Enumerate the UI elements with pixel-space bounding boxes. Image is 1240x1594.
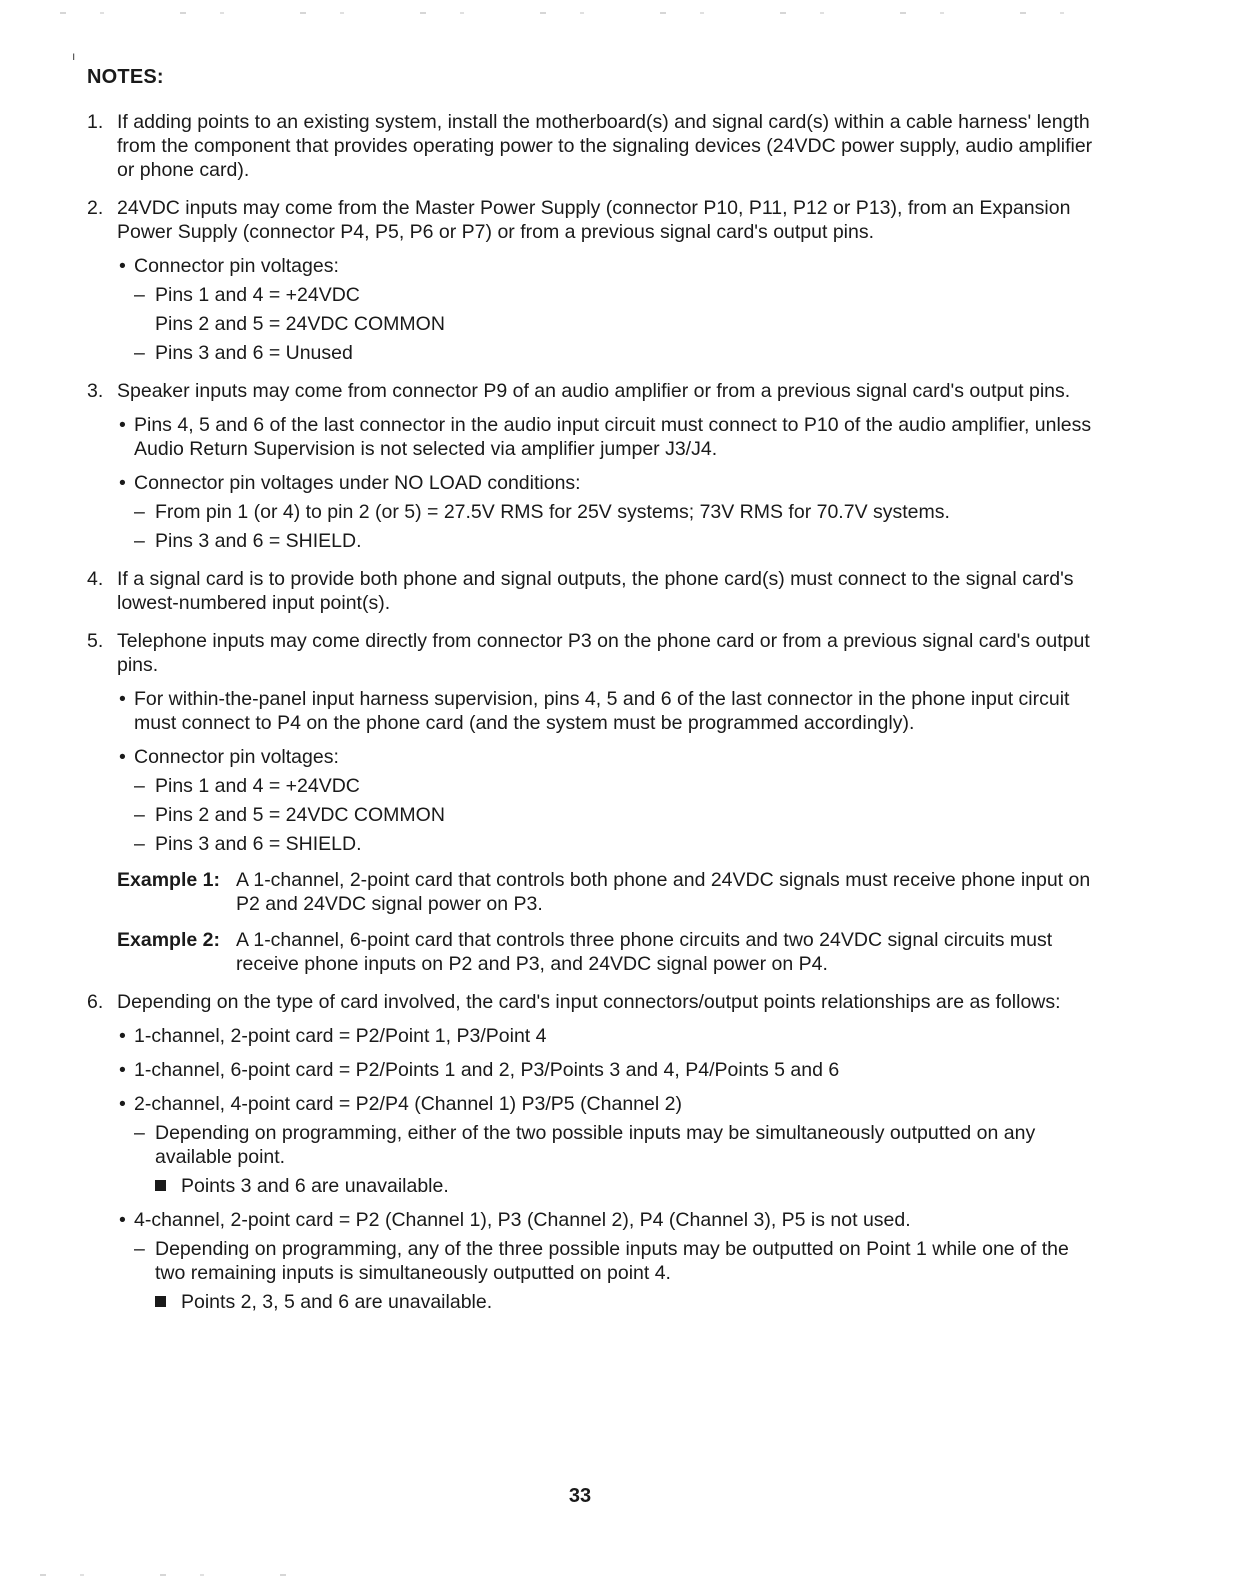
note-text: Telephone inputs may come directly from connector P3 on the phone card or from a previous signal card's output pins. bbox=[117, 630, 1090, 676]
bullet-item bbox=[117, 471, 1097, 553]
dash-text: Pins 3 and 6 = SHIELD. bbox=[155, 833, 362, 855]
bullet-icon: • bbox=[119, 472, 126, 494]
bullet-icon: • bbox=[119, 1059, 126, 1081]
bullet-item bbox=[117, 1024, 1097, 1048]
notes-list bbox=[0, 110, 1240, 1328]
bullet-icon: • bbox=[119, 1209, 126, 1231]
dash-icon: – bbox=[134, 1238, 145, 1260]
dash-icon: – bbox=[134, 342, 145, 364]
example-2 bbox=[117, 928, 1097, 976]
bullet-item bbox=[117, 1092, 1097, 1198]
bullet-text: 2-channel, 4-point card = P2/P4 (Channel 1) P3/P5 (Channel 2) bbox=[134, 1093, 682, 1115]
dash-item bbox=[134, 1237, 1097, 1285]
page-number: 33 bbox=[568, 1485, 592, 1507]
square-item bbox=[134, 1290, 1097, 1314]
dash-text: Pins 1 and 4 = +24VDC bbox=[155, 284, 360, 306]
note-number: 1. bbox=[87, 111, 104, 133]
scan-mark: ı bbox=[72, 49, 76, 63]
square-bullet-icon bbox=[155, 1180, 166, 1191]
note-text: 24VDC inputs may come from the Master Power Supply (connector P10, P11, P12 or P13), from an Expansion Power Supply (connector P4, P5, P6 or P7) or from a previous signal card's output pins. bbox=[117, 197, 1071, 243]
dash-item bbox=[134, 500, 1097, 524]
dash-item bbox=[134, 283, 1097, 307]
note-number: 4. bbox=[87, 568, 104, 590]
dash-text: Pins 2 and 5 = 24VDC COMMON bbox=[155, 804, 445, 826]
bullet-text: Connector pin voltages: bbox=[134, 746, 339, 768]
bullet-icon: • bbox=[119, 1025, 126, 1047]
note-text: If a signal card is to provide both phone and signal outputs, the phone card(s) must connect to the signal card's lowest-numbered input point(s). bbox=[117, 568, 1074, 614]
dash-text: Pins 2 and 5 = 24VDC COMMON bbox=[155, 313, 445, 335]
note-text: Depending on the type of card involved, the card's input connectors/output points relationships are as follows: bbox=[117, 991, 1061, 1013]
dash-item bbox=[134, 803, 1097, 827]
note-5 bbox=[0, 629, 1097, 976]
example-1 bbox=[117, 868, 1097, 916]
bullet-text: Pins 4, 5 and 6 of the last connector in the audio input circuit must connect to P10 of the audio amplifier, unless Audio Return Supervision is not selected via amplifier jumper J3/J4. bbox=[134, 414, 1092, 460]
dash-icon: – bbox=[134, 501, 145, 523]
dash-text: Depending on programming, any of the three possible inputs may be outputted on Point 1 while one of the two remaining inputs is simultaneously outputted on point 4. bbox=[155, 1238, 1069, 1284]
dash-text: Pins 3 and 6 = SHIELD. bbox=[155, 530, 362, 552]
example-text: A 1-channel, 6-point card that controls three phone circuits and two 24VDC signal circuits must receive phone inputs on P2 and P3, and 24VDC signal power on P4. bbox=[236, 929, 1053, 975]
dash-icon: – bbox=[134, 1122, 145, 1144]
bullet-text: Connector pin voltages under NO LOAD conditions: bbox=[134, 472, 581, 494]
dash-item bbox=[134, 312, 1097, 336]
bullet-item bbox=[117, 745, 1097, 856]
bullet-item bbox=[117, 1208, 1097, 1314]
bullet-item bbox=[117, 413, 1097, 461]
dash-icon: – bbox=[134, 530, 145, 552]
note-text: Speaker inputs may come from connector P9 of an audio amplifier or from a previous signal card's output pins. bbox=[117, 380, 1071, 402]
dash-icon: – bbox=[134, 833, 145, 855]
bullet-item bbox=[117, 1058, 1097, 1082]
bullet-text: 1-channel, 2-point card = P2/Point 1, P3/Point 4 bbox=[134, 1025, 547, 1047]
square-text: Points 2, 3, 5 and 6 are unavailable. bbox=[181, 1291, 493, 1313]
example-label: Example 2: bbox=[117, 929, 220, 951]
bullet-text: Connector pin voltages: bbox=[134, 255, 339, 277]
square-bullet-row bbox=[155, 1290, 1097, 1314]
bullet-icon: • bbox=[119, 746, 126, 768]
square-bullet-icon bbox=[155, 1296, 166, 1307]
notes-heading: NOTES: bbox=[87, 66, 164, 88]
dash-icon: – bbox=[134, 804, 145, 826]
dash-text: Pins 1 and 4 = +24VDC bbox=[155, 775, 360, 797]
note-1 bbox=[0, 110, 1097, 182]
dash-item bbox=[134, 341, 1097, 365]
bullet-icon: • bbox=[119, 255, 126, 277]
dash-item bbox=[134, 1121, 1097, 1169]
note-number: 2. bbox=[87, 197, 104, 219]
example-label: Example 1: bbox=[117, 869, 220, 891]
example-text: A 1-channel, 2-point card that controls both phone and 24VDC signals must receive phone input on P2 and 24VDC signal power on P3. bbox=[236, 869, 1091, 915]
dash-item bbox=[134, 529, 1097, 553]
bullet-icon: • bbox=[119, 688, 126, 710]
bullet-text: 1-channel, 6-point card = P2/Points 1 and 2, P3/Points 3 and 4, P4/Points 5 and 6 bbox=[134, 1059, 840, 1081]
dash-text: Pins 3 and 6 = Unused bbox=[155, 342, 353, 364]
bullet-icon: • bbox=[119, 414, 126, 436]
dash-text: Depending on programming, either of the two possible inputs may be simultaneously outputted on any available point. bbox=[155, 1122, 1036, 1168]
dash-item bbox=[134, 832, 1097, 856]
note-number: 6. bbox=[87, 991, 104, 1013]
bullet-icon: • bbox=[119, 1093, 126, 1115]
bullet-text: 4-channel, 2-point card = P2 (Channel 1), P3 (Channel 2), P4 (Channel 3), P5 is not used. bbox=[134, 1209, 911, 1231]
note-text: If adding points to an existing system, install the motherboard(s) and signal card(s) within a cable harness' length from the component that provides operating power to the signaling devices (24VDC power supply, audio amplifier or phone card). bbox=[117, 111, 1093, 181]
note-3 bbox=[0, 379, 1097, 553]
bullet-text: For within-the-panel input harness supervision, pins 4, 5 and 6 of the last connector in the phone input circuit must connect to P4 on the phone card (and the system must be programmed accordingly). bbox=[134, 688, 1070, 734]
bullet-item bbox=[117, 687, 1097, 735]
note-2 bbox=[0, 196, 1097, 365]
dash-item bbox=[134, 774, 1097, 798]
dash-icon: – bbox=[134, 284, 145, 306]
square-bullet-row bbox=[155, 1174, 1097, 1198]
note-6 bbox=[0, 990, 1097, 1314]
square-text: Points 3 and 6 are unavailable. bbox=[181, 1175, 449, 1197]
dash-icon: – bbox=[134, 775, 145, 797]
dash-text: From pin 1 (or 4) to pin 2 (or 5) = 27.5V RMS for 25V systems; 73V RMS for 70.7V systems. bbox=[155, 501, 950, 523]
note-4 bbox=[0, 567, 1097, 615]
note-number: 3. bbox=[87, 380, 104, 402]
square-item bbox=[134, 1174, 1097, 1198]
scan-artifact-top bbox=[60, 12, 1130, 14]
note-number: 5. bbox=[87, 630, 104, 652]
bullet-item bbox=[117, 254, 1097, 365]
scan-artifact-bottom bbox=[40, 1574, 310, 1576]
